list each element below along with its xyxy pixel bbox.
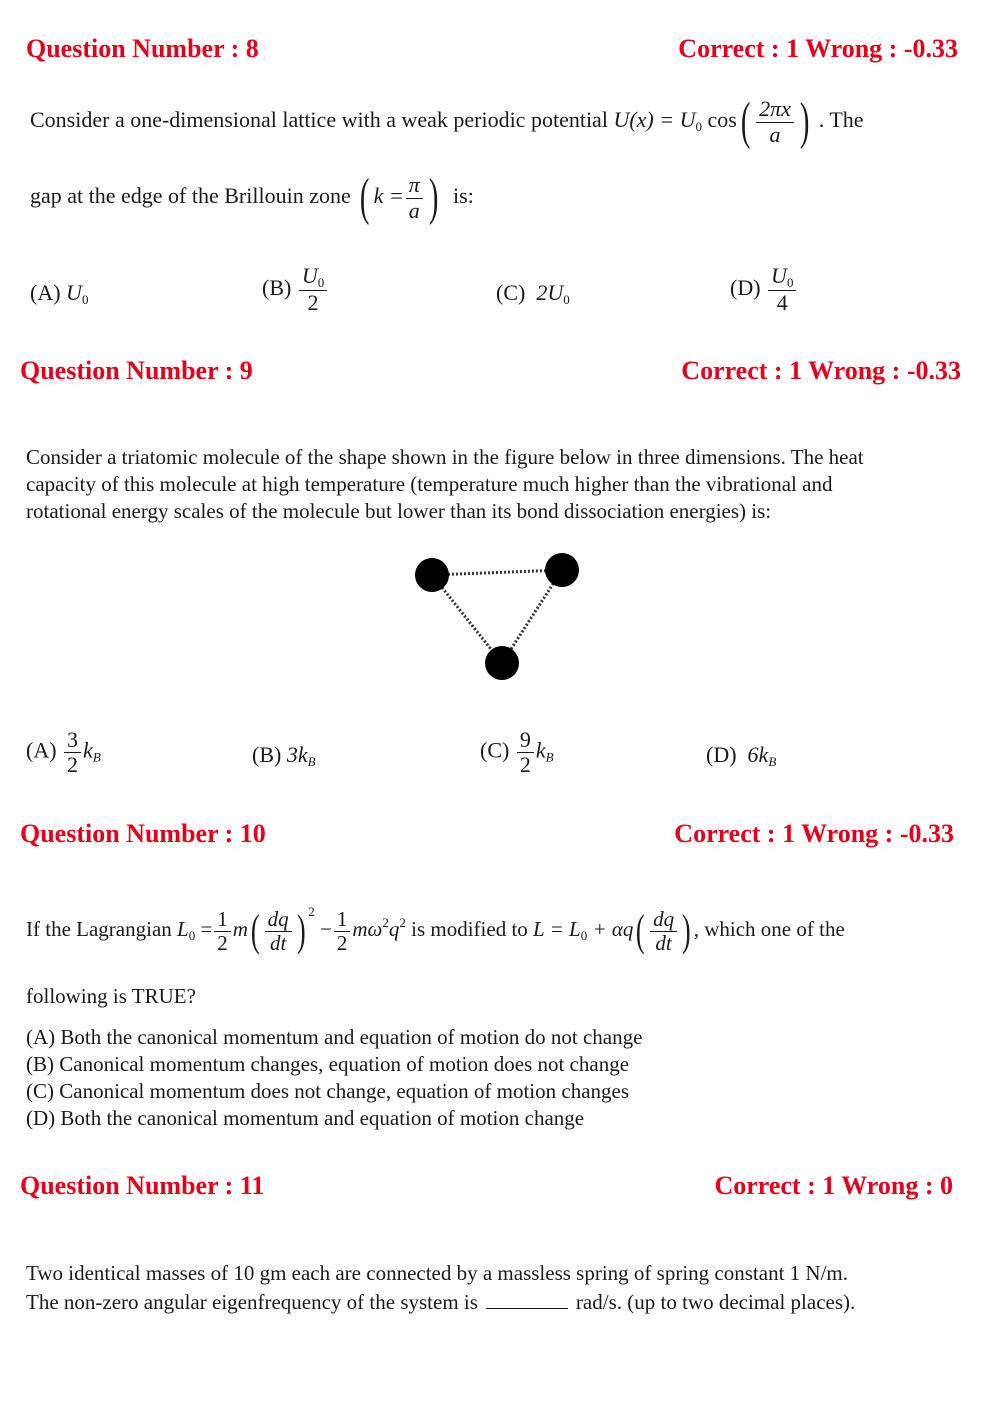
question-8-heading: Question Number : 8 [26,34,259,63]
bond-top [432,570,562,575]
q9-option-c: (C) $\frac{9}{2}$ $k_B$ [480,727,554,778]
atom-right [545,553,579,587]
atom-left [415,558,449,592]
q9-option-b: (B) $3k_B$ [252,742,316,769]
question-11-marks: Correct : 1 Wrong : 0 [714,1171,953,1200]
question-9-text: Consider a triatomic molecule of the shape shown in the figure below in three dimensions. The heat capacity of this molecule at high temperature (temperature much higher than the vibrational and rotational energy scales of the molecule but lower than its bond dissociation energies) is: [26,445,864,523]
question-8-line-2: gap at the edge of the Brillouin zone ( k = $\frac{\pi}{a}$ ) is: [30,169,474,226]
q8-text-2: gap at the edge of the Brillouin zone [30,183,351,209]
question-8-line-1: Consider a one-dimensional lattice with a weak periodic potential $U(x) = U_0$ cos( $\frac{2\pi x}{a}$ ) . The [30,93,864,150]
q8-option-c: (C) $2U_0$ [496,280,570,307]
question-11-heading: Question Number : 11 [20,1171,265,1200]
question-10-marks: Correct : 1 Wrong : -0.33 [674,819,954,848]
q8-sub-zero: 0 [695,119,702,135]
q8-cos: cos [707,107,737,133]
question-11-text: Two identical masses of 10 gm each are connected by a massless spring of spring constant 1 N/m. The non-zero angular eigenfrequency of the system is rad/s. (up to two decimal places). [26,1261,856,1314]
q8-option-b: (B) $\frac{U_0}{2}$ [262,264,329,315]
q10-option-d: (D) Both the canonical momentum and equation of motion change [26,1106,585,1130]
q9-option-a: (A) $\frac{3}{2}$ $k_B$ [26,727,101,778]
q10-option-a: (A) Both the canonical momentum and equation of motion do not change [26,1025,643,1049]
question-8-marks: Correct : 1 Wrong : -0.33 [678,34,958,63]
answer-blank [486,1308,568,1309]
q8-text-1: Consider a one-dimensional lattice with a weak periodic potential [30,107,608,133]
atom-bottom [485,646,519,680]
question-10-options [26,1024,642,1132]
q8-potential-lhs: U(x) = U [613,107,696,133]
q9-option-d: (D) $6k_B$ [706,742,777,769]
triatomic-molecule-figure [400,540,600,690]
question-10-line-1: If the Lagrangian $L_0$ = $\frac{1}{2}$ m( $\frac{dq}{dt}$ ) $^2$ − $\frac{1}{2}$ $m\omega^2q^2$ is modified to $L = L_0 + \alpha q$( $\frac{dq}{dt}$ ) , which one of the [26,904,845,956]
question-10-line-2: following is TRUE? [26,984,196,1008]
q8-option-a: (A) $U_0$ [30,280,89,307]
q10-option-b: (B) Canonical momentum changes, equation of motion does not change [26,1052,630,1076]
question-9-heading: Question Number : 9 [20,356,253,385]
q8-text-2-end: is: [453,183,474,209]
q8-text-1-end: . The [818,107,864,133]
q8-k-lhs: k = [373,183,404,209]
question-10-heading: Question Number : 10 [20,819,266,848]
q10-option-c: (C) Canonical momentum does not change, equation of motion changes [26,1079,630,1103]
q8-option-d: (D) $\frac{U_0}{4}$ [730,264,798,315]
question-9-marks: Correct : 1 Wrong : -0.33 [681,356,961,385]
q8-fraction: $\frac{2\pi x}{a}$ [756,97,794,146]
q8-k-fraction: $\frac{\pi}{a}$ [406,173,423,222]
